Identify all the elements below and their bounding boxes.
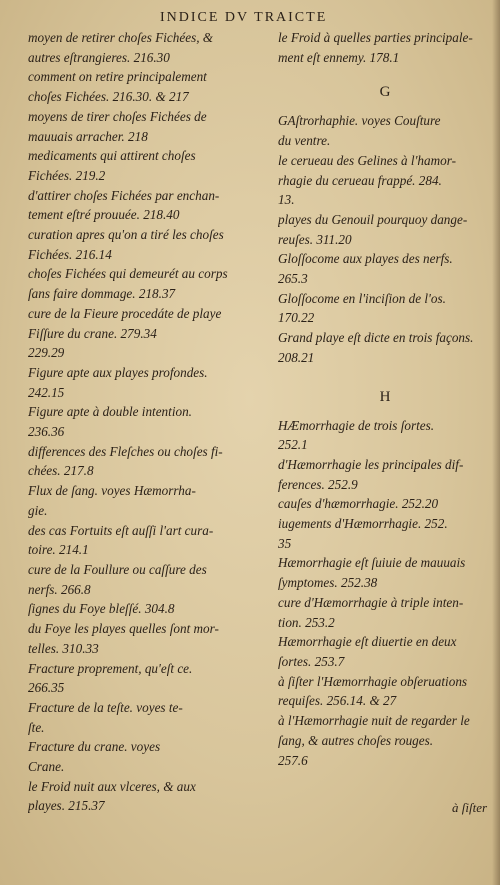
index-entry-line: Fracture proprement, qu'eſt ce. bbox=[28, 660, 193, 676]
index-entry-line: cure d'Hæmorrhagie à triple inten- bbox=[278, 594, 464, 610]
index-entry-line: ferences. 252.9 bbox=[278, 476, 358, 492]
index-entry-line: du ventre. bbox=[278, 133, 331, 149]
index-entry-line: cure de la Foullure ou caſſure des bbox=[28, 561, 207, 577]
index-entry-line: tement eſtré prouuée. 218.40 bbox=[28, 207, 180, 223]
right-index-column bbox=[278, 28, 492, 770]
index-entry-line: choſes Fichées. 216.30. & 217 bbox=[28, 89, 189, 105]
index-entry-line: 35 bbox=[278, 535, 292, 551]
index-entry-line: comment on retire principalement bbox=[28, 69, 207, 85]
index-entry-line: à ſiſter l'Hæmorrhagie obſeruations bbox=[278, 673, 468, 689]
index-entry-line: Fracture du crane. voyes bbox=[28, 739, 161, 755]
index-entry-line: Fiſſure du crane. 279.34 bbox=[28, 325, 157, 341]
index-entry-line: ſignes du Foye bleſſé. 304.8 bbox=[28, 601, 175, 617]
index-entry-line: ſte. bbox=[28, 719, 45, 735]
running-header: INDICE DV TRAICTE bbox=[160, 10, 328, 25]
index-entry-line: requiſes. 256.14. & 27 bbox=[278, 693, 397, 709]
index-entry-line: Hæmorrhagie eſt ſuiuie de mauuais bbox=[278, 555, 466, 571]
index-entry-line: moyens de tirer choſes Fichées de bbox=[28, 108, 207, 124]
index-entry-line: differences des Fleſches ou choſes fi- bbox=[28, 443, 223, 459]
index-entry-line: autres eſtrangieres. 216.30 bbox=[28, 49, 170, 65]
index-entry-line: 242.15 bbox=[28, 384, 65, 400]
index-entry-line: 266.35 bbox=[28, 680, 65, 696]
index-entry-line: reuſes. 311.20 bbox=[278, 231, 352, 247]
index-entry-line: le cerueau des Gelines à l'hamor- bbox=[278, 152, 456, 168]
index-entry-line: 229.29 bbox=[28, 345, 65, 361]
page-gutter-shadow bbox=[492, 0, 500, 885]
index-entry-line: Fichées. 216.14 bbox=[28, 246, 112, 262]
index-entry-line: Fracture de la teſte. voyes te- bbox=[28, 699, 183, 715]
index-entry-line: playes du Genouil pourquoy dange- bbox=[278, 211, 468, 227]
index-entry-line: d'attirer choſes Fichées par enchan- bbox=[28, 187, 220, 203]
index-entry-line: ſymptomes. 252.38 bbox=[278, 575, 378, 591]
index-entry-line: 208.21 bbox=[278, 349, 315, 365]
left-index-column bbox=[28, 28, 270, 816]
index-entry-line: Crane. bbox=[28, 759, 65, 775]
index-entry-line: moyen de retirer choſes Fichées, & bbox=[28, 30, 214, 45]
index-entry-line: rhagie du cerueau frappé. 284. bbox=[278, 172, 442, 188]
index-entry-line: gie. bbox=[28, 502, 48, 518]
index-entry-line: telles. 310.33 bbox=[28, 640, 99, 656]
index-entry-line: 170.22 bbox=[278, 310, 315, 326]
index-entry-line: nerfs. 266.8 bbox=[28, 581, 91, 597]
index-entry-line: du Foye les playes quelles ſont mor- bbox=[28, 621, 219, 637]
index-entry-line: playes. 215.37 bbox=[28, 798, 105, 814]
index-entry-line: ſang, & autres choſes rouges. bbox=[278, 732, 434, 748]
index-entry-line: iugements d'Hæmorrhagie. 252. bbox=[278, 516, 448, 532]
index-entry-line: ſortes. 253.7 bbox=[278, 653, 345, 669]
section-letter-h: H bbox=[379, 388, 391, 405]
index-entry-line: Fichées. 219.2 bbox=[28, 167, 106, 183]
index-entry-line: à l'Hæmorrhagie nuit de regarder le bbox=[278, 713, 470, 729]
index-entry-line: medicaments qui attirent choſes bbox=[28, 148, 196, 164]
index-entry-line: des cas Fortuits eſt auſſi l'art cura- bbox=[28, 522, 214, 538]
index-entry-line: 252.1 bbox=[278, 437, 308, 453]
index-entry-line: GAſtrorhaphie. voyes Couſture bbox=[278, 113, 441, 129]
index-entry-line: ſans faire dommage. 218.37 bbox=[28, 286, 176, 302]
index-entry-line: Grand playe eſt dicte en trois façons. bbox=[278, 330, 474, 346]
index-entry-line: curation apres qu'on a tiré les choſes bbox=[28, 227, 224, 243]
index-entry-line: le Froid à quelles parties principale- bbox=[278, 30, 473, 45]
index-entry-line: Figure apte aux playes profondes. bbox=[28, 364, 208, 380]
index-entry-line: 236.36 bbox=[28, 424, 65, 440]
index-entry-line: HÆmorrhagie de trois ſortes. bbox=[278, 417, 435, 433]
index-entry-line: mauuais arracher. 218 bbox=[28, 128, 148, 144]
index-entry-line: 257.6 bbox=[278, 752, 308, 768]
index-entry-line: 265.3 bbox=[278, 271, 308, 287]
index-entry-line: tion. 253.2 bbox=[278, 614, 335, 630]
index-entry-line: le Froid nuit aux vlceres, & aux bbox=[28, 778, 196, 794]
index-entry-line: choſes Fichées qui demeurét au corps bbox=[28, 266, 228, 282]
index-entry-line: Gloſſocome aux playes des nerfs. bbox=[278, 251, 453, 267]
index-entry-line: cauſes d'hæmorrhagie. 252.20 bbox=[278, 496, 439, 512]
index-entry-line: Hæmorrhagie eſt diuertie en deux bbox=[278, 634, 457, 650]
index-entry-line: Gloſſocome en l'inciſion de l'os. bbox=[278, 290, 446, 306]
index-entry-line: chées. 217.8 bbox=[28, 463, 94, 479]
index-entry-line: 13. bbox=[278, 192, 295, 208]
index-entry-line: ment eſt ennemy. 178.1 bbox=[278, 49, 400, 65]
index-entry-line: Flux de ſang. voyes Hæmorrha- bbox=[28, 483, 196, 499]
index-entry-line: d'Hæmorrhagie les principales dif- bbox=[278, 456, 464, 472]
section-letter-g: G bbox=[379, 84, 391, 101]
index-entry-line: cure de la Fieure procedáte de playe bbox=[28, 305, 222, 321]
index-entry-line: Figure apte à double intention. bbox=[28, 404, 192, 420]
index-entry-line: toire. 214.1 bbox=[28, 542, 89, 558]
catchword: à ſiſter bbox=[452, 800, 488, 815]
